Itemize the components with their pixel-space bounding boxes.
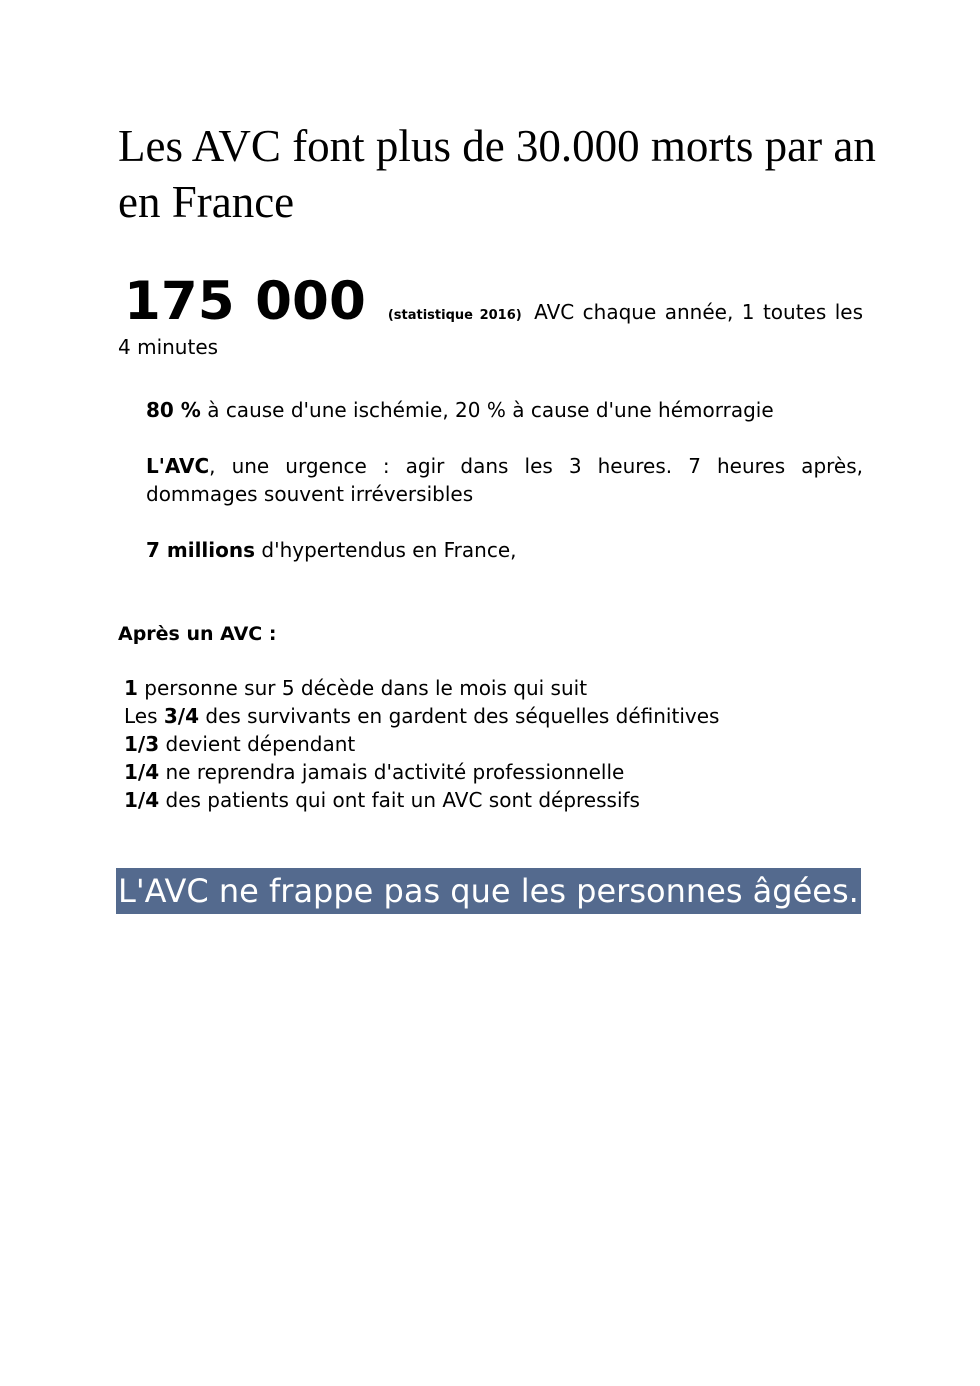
list-item-text: des patients qui ont fait un AVC sont dépressifs: [159, 788, 640, 812]
list-item-text: devient dépendant: [159, 732, 356, 756]
stat-paragraph: [118, 272, 863, 362]
section-heading: Après un AVC :: [118, 623, 277, 645]
paragraph-hypertension: [146, 536, 863, 564]
paragraph-bold: 80 %: [146, 398, 201, 422]
paragraph-text: à cause d'une ischémie, 20 % à cause d'une hémorragie: [200, 398, 774, 422]
list-item: [124, 786, 719, 814]
list-item: [124, 730, 719, 758]
stat-text: AVC chaque année, 1 toutes les 4 minutes: [118, 300, 864, 359]
list-item-bold: 1/3: [124, 732, 160, 756]
paragraph-urgency: [146, 452, 863, 508]
list-item: [124, 702, 719, 730]
list-item-prefix: Les: [124, 704, 164, 728]
list-item-text: ne reprendra jamais d'activité professionnelle: [159, 760, 625, 784]
after-stroke-list: [124, 674, 719, 814]
list-item-bold: 3/4: [163, 704, 200, 728]
paragraph-text: , une urgence : agir dans les 3 heures. 7 heures après, dommages souvent irréversibles: [146, 454, 863, 506]
stat-note: (statistique 2016): [387, 308, 522, 323]
list-item: [124, 758, 719, 786]
highlight-banner: L'AVC ne frappe pas que les personnes âgées.: [116, 868, 861, 914]
list-item: [124, 674, 719, 702]
list-item-text: personne sur 5 décède dans le mois qui suit: [137, 676, 588, 700]
list-item-bold: 1/4: [124, 760, 160, 784]
paragraph-bold: L'AVC: [146, 454, 210, 478]
stat-number: 175 000: [124, 271, 366, 332]
list-item-bold: 1: [124, 676, 138, 700]
paragraph-text: d'hypertendus en France,: [255, 538, 517, 562]
paragraph-bold: 7 millions: [146, 538, 256, 562]
list-item-text: des survivants en gardent des séquelles définitives: [199, 704, 720, 728]
page-title: Les AVC font plus de 30.000 morts par an en France: [118, 121, 876, 227]
list-item-bold: 1/4: [124, 788, 160, 812]
paragraph-ischemia: [146, 396, 863, 424]
